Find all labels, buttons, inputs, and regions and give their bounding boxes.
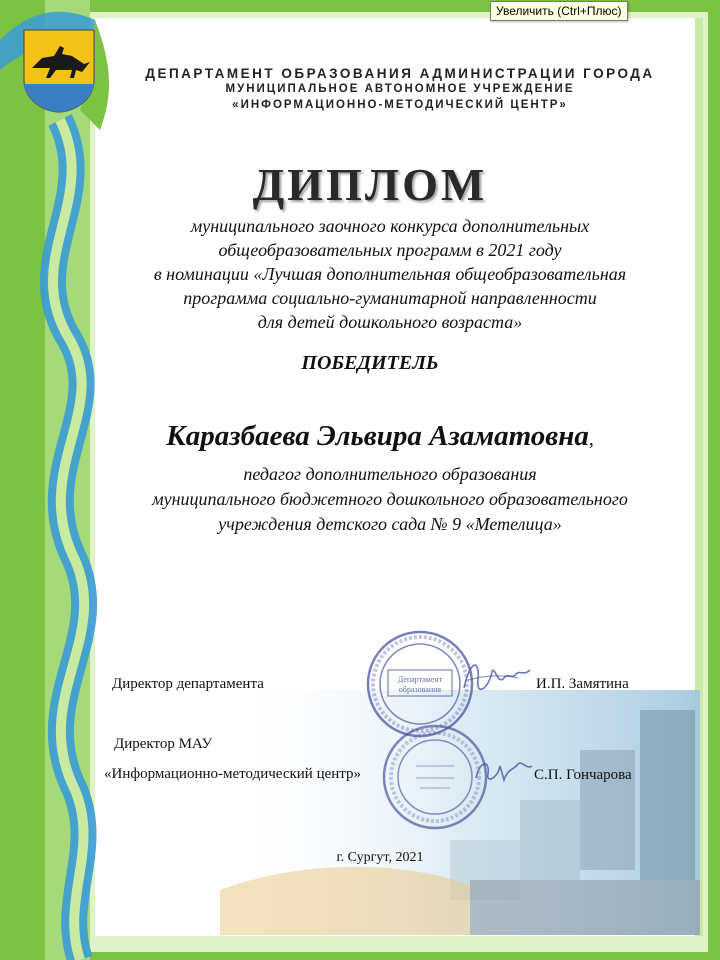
description-line: в номинации «Лучшая дополнительная общеобразовательная [153,264,627,284]
award-status: ПОБЕДИТЕЛЬ [301,352,439,374]
city-coat-of-arms [22,28,96,114]
description-line: муниципального заочного конкурса дополнительных [190,216,590,236]
director-mau-organization: «Информационно-методический центр» [104,766,362,782]
recipient-name-comma: , [588,428,594,450]
director-department-title: Директор департамента [112,676,264,692]
stamp-center-line2: образования [398,685,442,694]
position-line: учреждения детского сада № 9 «Метелица» [218,514,562,534]
director-mau-signature [470,748,535,793]
header-institution-name: «ИНФОРМАЦИОННО-МЕТОДИЧЕСКИЙ ЦЕНТР» [232,99,568,111]
zoom-tooltip: Увеличить (Ctrl+Плюс) [490,1,628,21]
description-line: для детей дошкольного возраста» [257,312,523,332]
header-department: ДЕПАРТАМЕНТ ОБРАЗОВАНИЯ АДМИНИСТРАЦИИ ГОРОДА [145,66,655,81]
position-line: педагог дополнительного образования [243,464,537,484]
recipient-name-line [100,420,660,453]
header-institution-type: МУНИЦИПАЛЬНОЕ АВТОНОМНОЕ УЧРЕЖДЕНИЕ [225,83,575,95]
position-line: муниципального бюджетного дошкольного образовательного [152,489,628,509]
director-department-signature [458,650,533,705]
director-department-name: И.П. Замятина [536,676,629,692]
stamp-center-line1: Департамент [397,675,443,684]
recipient-name: Каразбаева Эльвира Азаматовна [166,420,589,452]
director-mau-title: Директор МАУ [114,736,213,752]
description-line: общеобразовательных программ в 2021 году [218,240,562,260]
recipient-position [90,462,690,537]
city-and-year: г. Сургут, 2021 [336,850,424,865]
description-line: программа социально-гуманитарной направленности [183,288,597,308]
competition-description [90,214,690,334]
director-mau-name: С.П. Гончарова [534,767,632,783]
certificate-title: ДИПЛОМ [252,159,488,210]
